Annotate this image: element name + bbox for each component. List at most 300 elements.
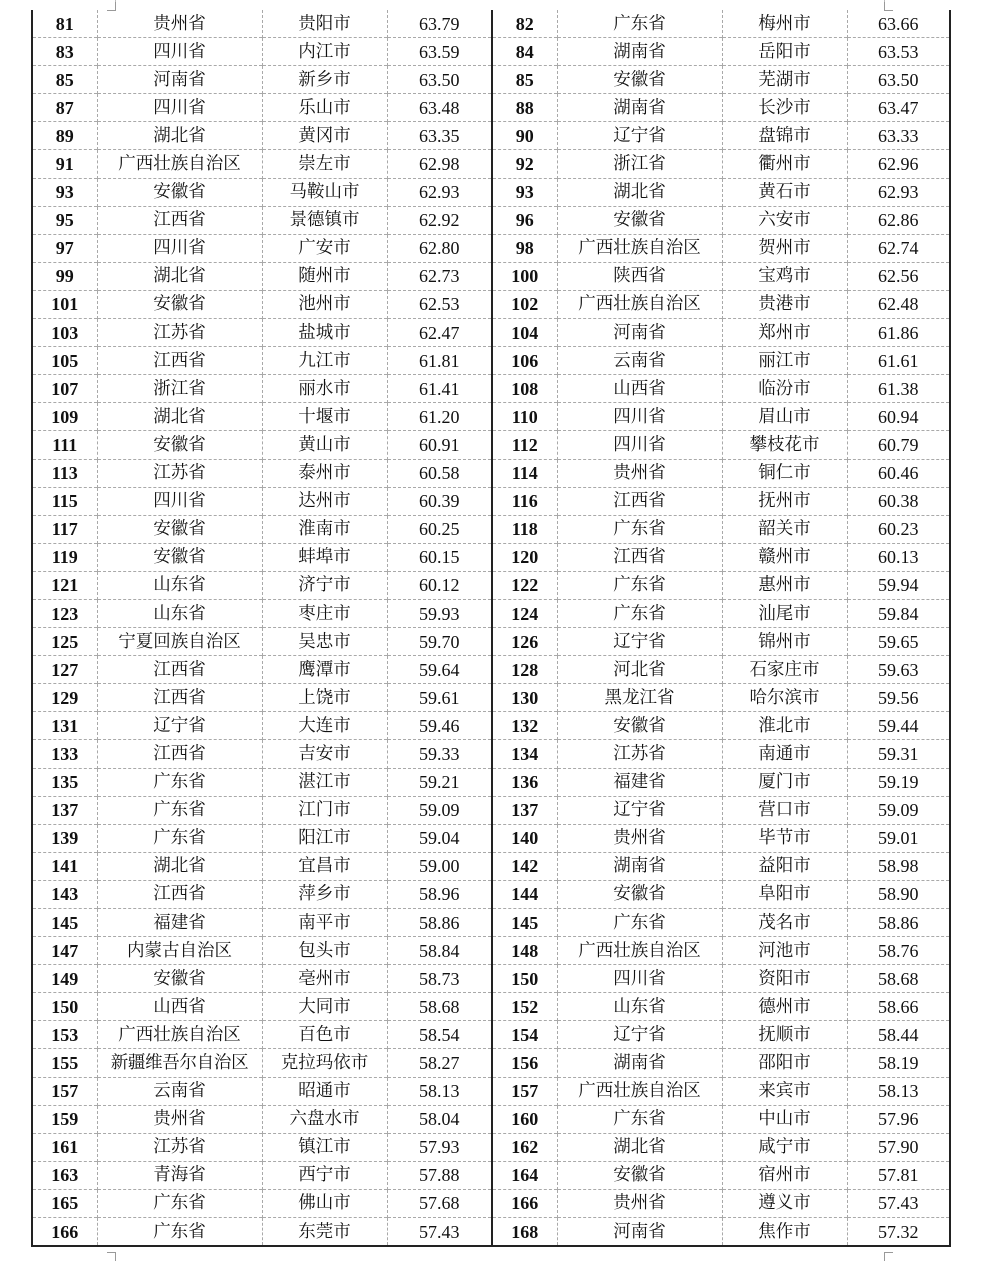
left-rank-cell: 101 bbox=[32, 290, 97, 318]
left-rank-cell: 105 bbox=[32, 347, 97, 375]
left-score-cell: 60.39 bbox=[387, 487, 492, 515]
left-rank-cell: 125 bbox=[32, 628, 97, 656]
left-rank-cell: 139 bbox=[32, 824, 97, 852]
left-province-cell: 云南省 bbox=[97, 1077, 262, 1105]
right-province-cell: 四川省 bbox=[557, 431, 722, 459]
right-score-cell: 61.38 bbox=[847, 375, 950, 403]
right-province-cell: 湖南省 bbox=[557, 1049, 722, 1077]
right-province-cell: 贵州省 bbox=[557, 459, 722, 487]
left-province-cell: 江苏省 bbox=[97, 459, 262, 487]
left-province-cell: 广西壮族自治区 bbox=[97, 150, 262, 178]
left-rank-cell: 149 bbox=[32, 965, 97, 993]
right-province-cell: 广东省 bbox=[557, 10, 722, 38]
left-score-cell: 63.48 bbox=[387, 94, 492, 122]
left-score-cell: 62.98 bbox=[387, 150, 492, 178]
left-score-cell: 60.91 bbox=[387, 431, 492, 459]
right-rank-cell: 142 bbox=[492, 852, 557, 880]
left-rank-cell: 157 bbox=[32, 1077, 97, 1105]
table-row bbox=[32, 768, 950, 796]
right-city-cell: 宝鸡市 bbox=[722, 262, 847, 290]
left-score-cell: 60.15 bbox=[387, 543, 492, 571]
right-province-cell: 山西省 bbox=[557, 375, 722, 403]
table-row bbox=[32, 234, 950, 262]
left-rank-cell: 91 bbox=[32, 150, 97, 178]
left-score-cell: 59.64 bbox=[387, 656, 492, 684]
left-score-cell: 58.86 bbox=[387, 909, 492, 937]
left-rank-cell: 109 bbox=[32, 403, 97, 431]
right-rank-cell: 108 bbox=[492, 375, 557, 403]
left-rank-cell: 123 bbox=[32, 599, 97, 627]
table-row bbox=[32, 1133, 950, 1161]
table-row bbox=[32, 150, 950, 178]
right-province-cell: 辽宁省 bbox=[557, 628, 722, 656]
left-score-cell: 58.84 bbox=[387, 937, 492, 965]
left-province-cell: 江西省 bbox=[97, 347, 262, 375]
table-row bbox=[32, 1105, 950, 1133]
right-city-cell: 盘锦市 bbox=[722, 122, 847, 150]
left-city-cell: 鹰潭市 bbox=[262, 656, 387, 684]
right-city-cell: 河池市 bbox=[722, 937, 847, 965]
right-province-cell: 广东省 bbox=[557, 599, 722, 627]
right-city-cell: 韶关市 bbox=[722, 515, 847, 543]
right-score-cell: 63.53 bbox=[847, 38, 950, 66]
right-city-cell: 营口市 bbox=[722, 796, 847, 824]
right-city-cell: 眉山市 bbox=[722, 403, 847, 431]
right-rank-cell: 166 bbox=[492, 1189, 557, 1217]
right-score-cell: 63.50 bbox=[847, 66, 950, 94]
table-row bbox=[32, 10, 950, 38]
left-city-cell: 湛江市 bbox=[262, 768, 387, 796]
right-rank-cell: 164 bbox=[492, 1161, 557, 1189]
left-score-cell: 61.20 bbox=[387, 403, 492, 431]
left-city-cell: 西宁市 bbox=[262, 1161, 387, 1189]
right-province-cell: 云南省 bbox=[557, 347, 722, 375]
right-city-cell: 淮北市 bbox=[722, 712, 847, 740]
right-rank-cell: 112 bbox=[492, 431, 557, 459]
left-province-cell: 四川省 bbox=[97, 94, 262, 122]
right-rank-cell: 82 bbox=[492, 10, 557, 38]
table-row bbox=[32, 515, 950, 543]
right-province-cell: 湖南省 bbox=[557, 38, 722, 66]
right-rank-cell: 124 bbox=[492, 599, 557, 627]
right-province-cell: 四川省 bbox=[557, 403, 722, 431]
left-city-cell: 亳州市 bbox=[262, 965, 387, 993]
left-province-cell: 江西省 bbox=[97, 206, 262, 234]
right-city-cell: 衢州市 bbox=[722, 150, 847, 178]
left-province-cell: 辽宁省 bbox=[97, 712, 262, 740]
left-rank-cell: 81 bbox=[32, 10, 97, 38]
left-score-cell: 63.50 bbox=[387, 66, 492, 94]
left-rank-cell: 153 bbox=[32, 1021, 97, 1049]
left-city-cell: 镇江市 bbox=[262, 1133, 387, 1161]
left-rank-cell: 111 bbox=[32, 431, 97, 459]
right-city-cell: 毕节市 bbox=[722, 824, 847, 852]
table-row bbox=[32, 880, 950, 908]
right-score-cell: 59.56 bbox=[847, 684, 950, 712]
left-province-cell: 江苏省 bbox=[97, 319, 262, 347]
left-rank-cell: 150 bbox=[32, 993, 97, 1021]
right-score-cell: 58.98 bbox=[847, 852, 950, 880]
page-margin-guide-top bbox=[0, 0, 1000, 10]
left-city-cell: 内江市 bbox=[262, 38, 387, 66]
left-score-cell: 59.70 bbox=[387, 628, 492, 656]
right-score-cell: 60.46 bbox=[847, 459, 950, 487]
table-row bbox=[32, 262, 950, 290]
left-city-cell: 吴忠市 bbox=[262, 628, 387, 656]
right-score-cell: 60.79 bbox=[847, 431, 950, 459]
left-rank-cell: 166 bbox=[32, 1218, 97, 1247]
right-city-cell: 邵阳市 bbox=[722, 1049, 847, 1077]
right-rank-cell: 134 bbox=[492, 740, 557, 768]
right-score-cell: 63.66 bbox=[878, 13, 919, 34]
right-score-cell: 57.81 bbox=[847, 1161, 950, 1189]
left-score-cell: 58.04 bbox=[387, 1105, 492, 1133]
left-score-cell: 59.04 bbox=[387, 824, 492, 852]
table-row bbox=[32, 319, 950, 347]
right-rank-cell: 96 bbox=[492, 206, 557, 234]
left-rank-cell: 117 bbox=[32, 515, 97, 543]
right-city-cell: 锦州市 bbox=[722, 628, 847, 656]
right-city-cell: 焦作市 bbox=[722, 1218, 847, 1247]
right-score-cell: 59.94 bbox=[847, 571, 950, 599]
left-province-cell: 江西省 bbox=[97, 684, 262, 712]
left-province-cell: 贵州省 bbox=[97, 10, 262, 38]
right-province-cell: 广东省 bbox=[557, 515, 722, 543]
right-province-cell: 安徽省 bbox=[557, 66, 722, 94]
table-row bbox=[32, 599, 950, 627]
right-rank-cell: 152 bbox=[492, 993, 557, 1021]
right-city-cell: 益阳市 bbox=[722, 852, 847, 880]
left-rank-cell: 93 bbox=[32, 178, 97, 206]
right-rank-cell: 118 bbox=[492, 515, 557, 543]
right-score-cell: 58.66 bbox=[847, 993, 950, 1021]
left-score-cell: 59.46 bbox=[387, 712, 492, 740]
table-row bbox=[32, 656, 950, 684]
right-score-cell: 62.93 bbox=[847, 178, 950, 206]
right-rank-cell: 92 bbox=[492, 150, 557, 178]
left-score-cell: 63.79 bbox=[387, 10, 492, 38]
left-province-cell: 宁夏回族自治区 bbox=[97, 628, 262, 656]
right-rank-cell: 93 bbox=[492, 178, 557, 206]
left-city-cell: 吉安市 bbox=[262, 740, 387, 768]
right-score-cell: 60.23 bbox=[847, 515, 950, 543]
left-rank-cell: 143 bbox=[32, 880, 97, 908]
right-rank-cell: 110 bbox=[492, 403, 557, 431]
left-city-cell: 九江市 bbox=[262, 347, 387, 375]
left-rank-cell: 147 bbox=[32, 937, 97, 965]
left-city-cell: 六盘水市 bbox=[262, 1105, 387, 1133]
right-score-cell: 58.90 bbox=[847, 880, 950, 908]
left-province-cell: 青海省 bbox=[97, 1161, 262, 1189]
right-score-cell: 60.94 bbox=[847, 403, 950, 431]
right-city-cell: 中山市 bbox=[722, 1105, 847, 1133]
table-row bbox=[32, 66, 950, 94]
right-province-cell: 广东省 bbox=[557, 909, 722, 937]
left-score-cell: 62.92 bbox=[387, 206, 492, 234]
right-score-cell: 59.44 bbox=[847, 712, 950, 740]
table-row bbox=[32, 965, 950, 993]
right-rank-cell: 98 bbox=[492, 234, 557, 262]
right-city-cell: 资阳市 bbox=[722, 965, 847, 993]
left-province-cell: 安徽省 bbox=[97, 515, 262, 543]
left-province-cell: 河南省 bbox=[97, 66, 262, 94]
left-city-cell: 阳江市 bbox=[262, 824, 387, 852]
right-rank-cell: 102 bbox=[492, 290, 557, 318]
left-rank-cell: 155 bbox=[32, 1049, 97, 1077]
left-province-cell: 安徽省 bbox=[97, 290, 262, 318]
right-city-cell: 梅州市 bbox=[722, 10, 847, 38]
left-province-cell: 湖北省 bbox=[97, 122, 262, 150]
right-city-cell: 临汾市 bbox=[722, 375, 847, 403]
right-score-cell: 59.09 bbox=[847, 796, 950, 824]
right-city-cell: 来宾市 bbox=[722, 1077, 847, 1105]
right-score-cell: 62.86 bbox=[847, 206, 950, 234]
left-province-cell: 贵州省 bbox=[97, 1105, 262, 1133]
left-rank-cell: 95 bbox=[32, 206, 97, 234]
left-rank-cell: 97 bbox=[32, 234, 97, 262]
table-row bbox=[32, 122, 950, 150]
left-score-cell: 58.54 bbox=[387, 1021, 492, 1049]
left-score-cell: 58.68 bbox=[387, 993, 492, 1021]
right-province-cell: 安徽省 bbox=[557, 712, 722, 740]
right-province-cell: 湖北省 bbox=[557, 178, 722, 206]
table-row bbox=[32, 1049, 950, 1077]
left-city-cell: 蚌埠市 bbox=[262, 543, 387, 571]
left-province-cell: 浙江省 bbox=[97, 375, 262, 403]
table-row bbox=[32, 375, 950, 403]
left-city-cell: 南平市 bbox=[262, 909, 387, 937]
table-row bbox=[32, 290, 950, 318]
right-city-cell: 阜阳市 bbox=[722, 880, 847, 908]
left-province-cell: 四川省 bbox=[97, 38, 262, 66]
table-row bbox=[32, 1161, 950, 1189]
left-city-cell: 崇左市 bbox=[262, 150, 387, 178]
left-city-cell: 黄山市 bbox=[262, 431, 387, 459]
table-row bbox=[32, 178, 950, 206]
right-city-cell: 咸宁市 bbox=[722, 1133, 847, 1161]
left-city-cell: 济宁市 bbox=[262, 571, 387, 599]
left-score-cell: 58.27 bbox=[387, 1049, 492, 1077]
table-row bbox=[32, 824, 950, 852]
left-score-cell: 62.73 bbox=[387, 262, 492, 290]
right-rank-cell: 162 bbox=[492, 1133, 557, 1161]
right-city-cell: 南通市 bbox=[722, 740, 847, 768]
right-city-cell: 石家庄市 bbox=[722, 656, 847, 684]
right-rank-cell: 144 bbox=[492, 880, 557, 908]
left-city-cell: 江门市 bbox=[262, 796, 387, 824]
right-rank-cell: 148 bbox=[492, 937, 557, 965]
left-score-cell: 57.88 bbox=[387, 1161, 492, 1189]
right-province-cell: 湖南省 bbox=[557, 852, 722, 880]
right-province-cell: 河南省 bbox=[557, 1218, 722, 1247]
left-province-cell: 湖北省 bbox=[97, 852, 262, 880]
table-row bbox=[32, 937, 950, 965]
left-province-cell: 广东省 bbox=[97, 1218, 262, 1247]
table-row bbox=[32, 909, 950, 937]
table-row bbox=[32, 852, 950, 880]
left-province-cell: 山东省 bbox=[97, 599, 262, 627]
left-city-cell: 东莞市 bbox=[262, 1218, 387, 1247]
right-rank-cell: 116 bbox=[492, 487, 557, 515]
right-score-cell: 60.13 bbox=[847, 543, 950, 571]
right-city-cell: 贵港市 bbox=[722, 290, 847, 318]
left-city-cell: 丽水市 bbox=[262, 375, 387, 403]
left-rank-cell: 145 bbox=[32, 909, 97, 937]
left-province-cell: 安徽省 bbox=[97, 965, 262, 993]
right-province-cell: 河南省 bbox=[557, 319, 722, 347]
left-city-cell: 昭通市 bbox=[262, 1077, 387, 1105]
right-province-cell: 安徽省 bbox=[557, 1161, 722, 1189]
left-score-cell: 60.25 bbox=[387, 515, 492, 543]
left-province-cell: 四川省 bbox=[97, 234, 262, 262]
right-rank-cell: 145 bbox=[492, 909, 557, 937]
left-province-cell: 安徽省 bbox=[97, 543, 262, 571]
right-rank-cell: 136 bbox=[492, 768, 557, 796]
right-province-cell: 广西壮族自治区 bbox=[557, 937, 722, 965]
left-province-cell: 安徽省 bbox=[97, 178, 262, 206]
right-score-cell: 59.31 bbox=[847, 740, 950, 768]
left-city-cell: 池州市 bbox=[262, 290, 387, 318]
right-score-cell: 58.19 bbox=[847, 1049, 950, 1077]
left-city-cell: 萍乡市 bbox=[262, 880, 387, 908]
right-score-cell: 57.90 bbox=[847, 1133, 950, 1161]
left-province-cell: 广东省 bbox=[97, 1189, 262, 1217]
left-rank-cell: 103 bbox=[32, 319, 97, 347]
left-score-cell: 62.47 bbox=[387, 319, 492, 347]
right-city-cell: 黄石市 bbox=[722, 178, 847, 206]
right-score-cell: 58.76 bbox=[847, 937, 950, 965]
right-city-cell: 赣州市 bbox=[722, 543, 847, 571]
left-score-cell: 59.33 bbox=[387, 740, 492, 768]
right-rank-cell: 140 bbox=[492, 824, 557, 852]
right-province-cell: 黑龙江省 bbox=[557, 684, 722, 712]
left-score-cell: 58.73 bbox=[387, 965, 492, 993]
left-score-cell: 58.13 bbox=[387, 1077, 492, 1105]
table-row bbox=[32, 347, 950, 375]
left-city-cell: 淮南市 bbox=[262, 515, 387, 543]
left-province-cell: 江西省 bbox=[97, 880, 262, 908]
left-rank-cell: 127 bbox=[32, 656, 97, 684]
left-province-cell: 广东省 bbox=[97, 824, 262, 852]
right-province-cell: 广东省 bbox=[557, 571, 722, 599]
left-rank-cell: 137 bbox=[32, 796, 97, 824]
left-city-cell: 景德镇市 bbox=[262, 206, 387, 234]
right-score-cell: 59.63 bbox=[847, 656, 950, 684]
right-province-cell: 浙江省 bbox=[557, 150, 722, 178]
right-province-cell: 江西省 bbox=[557, 543, 722, 571]
left-city-cell: 泰州市 bbox=[262, 459, 387, 487]
left-city-cell: 乐山市 bbox=[262, 94, 387, 122]
left-rank-cell: 83 bbox=[32, 38, 97, 66]
left-rank-cell: 129 bbox=[32, 684, 97, 712]
left-score-cell: 61.81 bbox=[387, 347, 492, 375]
right-rank-cell: 168 bbox=[492, 1218, 557, 1247]
right-score-cell: 62.74 bbox=[847, 234, 950, 262]
left-city-cell: 黄冈市 bbox=[262, 122, 387, 150]
right-rank-cell: 130 bbox=[492, 684, 557, 712]
right-city-cell: 抚州市 bbox=[722, 487, 847, 515]
right-city-cell: 抚顺市 bbox=[722, 1021, 847, 1049]
table-row bbox=[32, 684, 950, 712]
left-score-cell: 62.93 bbox=[387, 178, 492, 206]
table-row bbox=[32, 628, 950, 656]
right-score-cell: 61.86 bbox=[847, 319, 950, 347]
right-province-cell: 湖南省 bbox=[557, 94, 722, 122]
left-score-cell: 59.61 bbox=[387, 684, 492, 712]
right-score-cell: 63.47 bbox=[847, 94, 950, 122]
table-row bbox=[32, 1021, 950, 1049]
right-rank-cell: 114 bbox=[492, 459, 557, 487]
right-rank-cell: 128 bbox=[492, 656, 557, 684]
right-city-cell: 岳阳市 bbox=[722, 38, 847, 66]
right-city-cell: 贺州市 bbox=[722, 234, 847, 262]
right-rank-cell: 120 bbox=[492, 543, 557, 571]
left-score-cell: 62.80 bbox=[387, 234, 492, 262]
table-row bbox=[32, 487, 950, 515]
table-row bbox=[32, 403, 950, 431]
right-rank-cell: 132 bbox=[492, 712, 557, 740]
right-province-cell: 广西壮族自治区 bbox=[557, 1077, 722, 1105]
right-score-cell: 62.48 bbox=[847, 290, 950, 318]
right-city-cell: 惠州市 bbox=[722, 571, 847, 599]
left-city-cell: 大同市 bbox=[262, 993, 387, 1021]
left-city-cell: 宜昌市 bbox=[262, 852, 387, 880]
left-province-cell: 山西省 bbox=[97, 993, 262, 1021]
right-score-cell: 62.96 bbox=[847, 150, 950, 178]
right-province-cell: 贵州省 bbox=[557, 1189, 722, 1217]
right-city-cell: 芜湖市 bbox=[722, 66, 847, 94]
right-province-cell: 广东省 bbox=[557, 1105, 722, 1133]
left-city-cell: 佛山市 bbox=[262, 1189, 387, 1217]
left-province-cell: 广东省 bbox=[97, 768, 262, 796]
left-province-cell: 广东省 bbox=[97, 796, 262, 824]
left-rank-cell: 161 bbox=[32, 1133, 97, 1161]
right-rank-cell: 85 bbox=[492, 66, 557, 94]
left-city-cell: 包头市 bbox=[262, 937, 387, 965]
right-rank-cell: 150 bbox=[492, 965, 557, 993]
left-city-cell: 随州市 bbox=[262, 262, 387, 290]
right-city-cell: 宿州市 bbox=[722, 1161, 847, 1189]
left-rank-cell: 107 bbox=[32, 375, 97, 403]
left-city-cell: 贵阳市 bbox=[262, 10, 387, 38]
left-rank-cell: 113 bbox=[32, 459, 97, 487]
right-province-cell: 湖北省 bbox=[557, 1133, 722, 1161]
left-score-cell: 63.59 bbox=[387, 38, 492, 66]
left-city-cell: 达州市 bbox=[262, 487, 387, 515]
left-score-cell: 63.35 bbox=[387, 122, 492, 150]
right-city-cell: 丽江市 bbox=[722, 347, 847, 375]
right-score-cell: 57.43 bbox=[847, 1189, 950, 1217]
left-province-cell: 湖北省 bbox=[97, 403, 262, 431]
left-province-cell: 新疆维吾尔自治区 bbox=[97, 1049, 262, 1077]
right-score-cell: 59.01 bbox=[847, 824, 950, 852]
right-city-cell: 德州市 bbox=[722, 993, 847, 1021]
right-province-cell: 福建省 bbox=[557, 768, 722, 796]
right-province-cell: 陕西省 bbox=[557, 262, 722, 290]
right-province-cell: 辽宁省 bbox=[557, 796, 722, 824]
left-score-cell: 59.21 bbox=[387, 768, 492, 796]
table-row bbox=[32, 1077, 950, 1105]
left-score-cell: 57.68 bbox=[387, 1189, 492, 1217]
right-rank-cell: 160 bbox=[492, 1105, 557, 1133]
right-province-cell: 河北省 bbox=[557, 656, 722, 684]
page-margin-guide-bottom bbox=[0, 1252, 1000, 1260]
left-province-cell: 内蒙古自治区 bbox=[97, 937, 262, 965]
left-rank-cell: 133 bbox=[32, 740, 97, 768]
left-province-cell: 江苏省 bbox=[97, 1133, 262, 1161]
left-city-cell: 盐城市 bbox=[262, 319, 387, 347]
right-score-cell: 61.61 bbox=[847, 347, 950, 375]
